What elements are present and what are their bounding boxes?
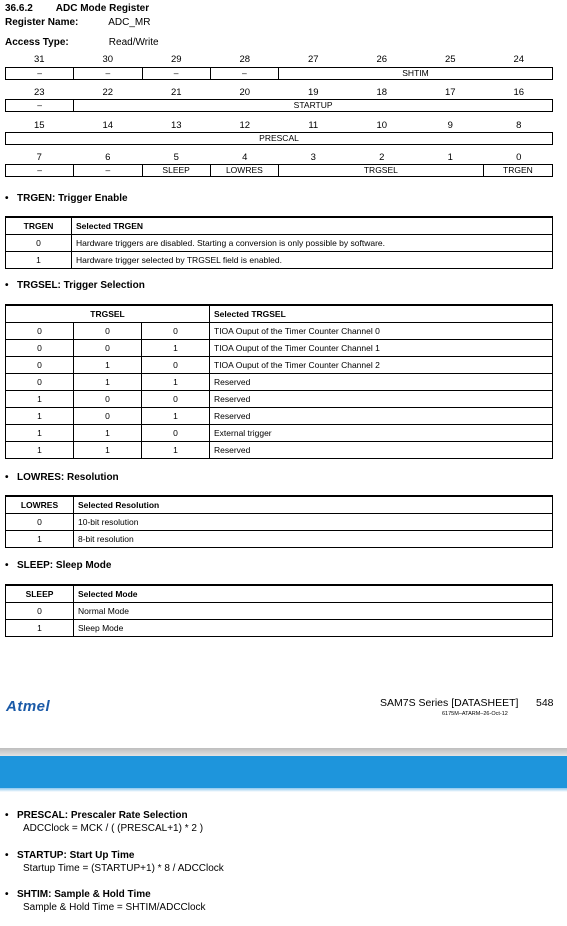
bit-number: 8 (516, 120, 522, 131)
bullet: • (5, 850, 9, 861)
prescal-note (5, 810, 203, 834)
register-field: – (6, 165, 74, 176)
table-row (6, 513, 553, 530)
register-field: – (74, 165, 142, 176)
document-id: 6175M–ATARM–26-Oct-12 (442, 711, 508, 717)
table-cell: 0 (6, 322, 74, 339)
bit-number: 12 (239, 120, 251, 131)
table-header-cell: Selected Resolution (74, 496, 553, 513)
table-cell: 1 (142, 441, 210, 458)
register-field: SHTIM (402, 68, 429, 78)
bit-number: 28 (239, 54, 251, 65)
table-cell: TIOA Ouput of the Timer Counter Channel 2 (210, 356, 553, 373)
table-row (6, 234, 553, 251)
bit-number: 23 (33, 87, 45, 98)
table-cell: 1 (74, 373, 142, 390)
trgen-section-title: • TRGEN: Trigger Enable (5, 193, 128, 204)
note-title: STARTUP: Start Up Time (17, 850, 135, 861)
table-cell: 1 (142, 407, 210, 424)
register-field-row (5, 132, 553, 145)
register-field: – (6, 68, 74, 79)
bit-number: 27 (307, 54, 319, 65)
bit-number: 16 (513, 87, 525, 98)
lowres-table (5, 495, 553, 548)
bit-number: 4 (242, 152, 248, 163)
access-type-value: Read/Write (108, 37, 159, 48)
bit-number: 30 (102, 54, 114, 65)
page-gap (0, 748, 567, 756)
table-cell: 0 (6, 234, 72, 251)
bit-number: 6 (105, 152, 111, 163)
table-row (6, 530, 553, 547)
bit-number: 11 (308, 120, 319, 131)
table-cell: Reserved (210, 407, 553, 424)
register-name-value: ADC_MR (108, 17, 151, 28)
table-cell: 0 (74, 322, 142, 339)
table-cell: 1 (6, 407, 74, 424)
table-header-cell: Selected TRGSEL (210, 305, 553, 322)
table-row (6, 339, 553, 356)
table-cell: 1 (74, 424, 142, 441)
footer-series: SAM7S Series [DATASHEET] (380, 697, 519, 709)
lowres-section-title: • LOWRES: Resolution (5, 472, 119, 483)
bit-number: 20 (239, 87, 251, 98)
bit-number: 14 (102, 120, 114, 131)
table-cell: 1 (142, 339, 210, 356)
bit-number: 15 (33, 120, 45, 131)
table-cell: 1 (6, 441, 74, 458)
table-cell: 0 (6, 602, 74, 619)
table-header-row (6, 585, 553, 602)
section-number: 36.6.2 (5, 3, 33, 14)
table-cell: 0 (74, 407, 142, 424)
register-field: – (143, 68, 211, 79)
bit-number: 19 (307, 87, 319, 98)
table-cell: 0 (6, 373, 74, 390)
bit-number: 9 (447, 120, 453, 131)
bit-number: 22 (102, 87, 114, 98)
table-header-cell: LOWRES (6, 496, 74, 513)
table-cell: 0 (74, 339, 142, 356)
table-header-cell: Selected Mode (74, 585, 553, 602)
table-cell: Sleep Mode (74, 619, 553, 636)
table-row (6, 602, 553, 619)
atmel-logo: Atmel (6, 698, 51, 715)
register-field: TRGSEL (279, 165, 484, 176)
table-row (6, 441, 553, 458)
register-field: STARTUP (293, 100, 333, 110)
trgen-table (5, 216, 553, 269)
table-cell: 8-bit resolution (74, 530, 553, 547)
table-cell: 1 (6, 619, 74, 636)
table-cell: 0 (142, 390, 210, 407)
register-field: TRGEN (503, 165, 533, 175)
table-cell: Reserved (210, 441, 553, 458)
table-cell: Reserved (210, 373, 553, 390)
startup-note (5, 850, 224, 874)
table-row (6, 251, 553, 268)
table-cell: 0 (6, 513, 74, 530)
table-cell: 1 (142, 373, 210, 390)
table-cell: 0 (6, 339, 74, 356)
access-type-label: Access Type: (5, 37, 69, 48)
table-cell: Reserved (210, 390, 553, 407)
bit-number: 24 (513, 54, 525, 65)
bit-number: 13 (170, 120, 182, 131)
register-field-row (5, 99, 553, 112)
table-cell: 0 (142, 356, 210, 373)
bullet: • (5, 889, 9, 900)
register-field-row (5, 67, 553, 80)
bit-number: 29 (170, 54, 182, 65)
bullet: • (5, 560, 9, 571)
register-field: – (74, 68, 142, 79)
table-row (6, 619, 553, 636)
table-cell: Normal Mode (74, 602, 553, 619)
bit-number: 3 (310, 152, 316, 163)
table-row (6, 322, 553, 339)
page-header-band-fade (0, 788, 567, 792)
trgsel-section-title: • TRGSEL: Trigger Selection (5, 280, 145, 291)
shtim-note (5, 889, 206, 913)
sleep-section-title: • SLEEP: Sleep Mode (5, 560, 112, 571)
page-number: 548 (536, 697, 554, 709)
note-formula: Startup Time = (STARTUP+1) * 8 / ADCClock (23, 863, 224, 874)
bullet: • (5, 810, 9, 821)
bit-number: 25 (444, 54, 456, 65)
table-row (6, 424, 553, 441)
table-header-cell: TRGSEL (6, 305, 210, 322)
table-cell: 1 (6, 390, 74, 407)
bit-number: 17 (444, 87, 456, 98)
register-name-row (5, 17, 150, 28)
table-cell: 1 (6, 424, 74, 441)
table-cell: 0 (142, 424, 210, 441)
bit-number: 1 (447, 152, 453, 163)
bit-number: 21 (170, 87, 182, 98)
note-title: SHTIM: Sample & Hold Time (17, 889, 151, 900)
page-header-band (0, 756, 567, 788)
register-field-row (5, 164, 553, 177)
bit-number: 31 (33, 54, 45, 65)
register-field: – (6, 100, 74, 111)
access-type-row (5, 37, 159, 48)
table-header-cell: SLEEP (6, 585, 74, 602)
note-formula: Sample & Hold Time = SHTIM/ADCClock (23, 902, 206, 913)
bit-number-row (5, 152, 553, 164)
table-cell: TIOA Ouput of the Timer Counter Channel 1 (210, 339, 553, 356)
bullet: • (5, 193, 9, 204)
table-header-row (6, 217, 553, 234)
register-field: – (211, 68, 279, 79)
bullet: • (5, 280, 9, 291)
register-field: SLEEP (143, 165, 211, 176)
table-header-row (6, 305, 553, 322)
bit-number: 7 (36, 152, 42, 163)
table-header-cell: TRGEN (6, 217, 72, 234)
table-cell: 0 (74, 390, 142, 407)
sleep-table (5, 584, 553, 637)
note-formula: ADCClock = MCK / ( (PRESCAL+1) * 2 ) (23, 823, 204, 834)
bit-number: 10 (376, 120, 388, 131)
section-title: ADC Mode Register (55, 3, 150, 14)
table-row (6, 373, 553, 390)
table-cell: 1 (74, 356, 142, 373)
bit-number: 26 (376, 54, 388, 65)
note-title: PRESCAL: Prescaler Rate Selection (17, 810, 188, 821)
bit-number-row (5, 54, 553, 66)
bit-number-row (5, 120, 553, 132)
table-cell: 0 (6, 356, 74, 373)
table-row (6, 356, 553, 373)
register-field: LOWRES (211, 165, 279, 176)
register-name-label: Register Name: (5, 17, 79, 28)
bit-number: 5 (173, 152, 179, 163)
trgsel-table (5, 304, 553, 459)
table-row (6, 407, 553, 424)
table-cell: 1 (74, 441, 142, 458)
section-heading (5, 3, 149, 14)
table-cell: External trigger (210, 424, 553, 441)
bit-number-row (5, 87, 553, 99)
bullet: • (5, 472, 9, 483)
table-cell: TIOA Ouput of the Timer Counter Channel 0 (210, 322, 553, 339)
table-cell: 0 (142, 322, 210, 339)
bit-number: 0 (516, 152, 522, 163)
table-cell: 1 (6, 251, 72, 268)
table-cell: Hardware trigger selected by TRGSEL field is enabled. (72, 251, 553, 268)
bit-number: 2 (379, 152, 385, 163)
table-row (6, 390, 553, 407)
table-cell: 1 (6, 530, 74, 547)
table-cell: 10-bit resolution (74, 513, 553, 530)
register-field: PRESCAL (259, 133, 299, 143)
table-cell: Hardware triggers are disabled. Starting a conversion is only possible by software. (72, 234, 553, 251)
bit-number: 18 (376, 87, 388, 98)
table-header-row (6, 496, 553, 513)
table-header-cell: Selected TRGEN (72, 217, 553, 234)
